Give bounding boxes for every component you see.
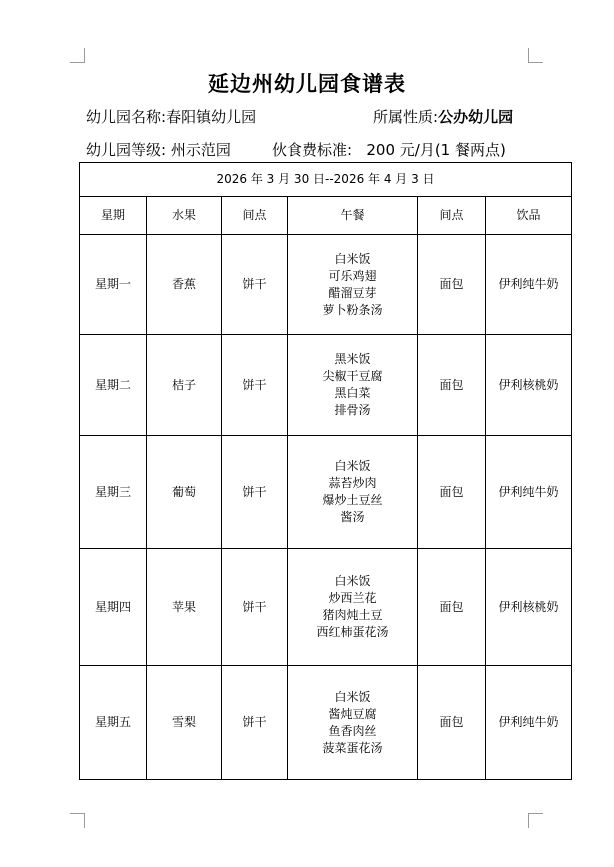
lunch-item: 萝卜粉条汤 — [322, 302, 383, 317]
crop-mark-top-right — [528, 48, 543, 63]
lunch-item: 菠菜蛋花汤 — [322, 740, 383, 755]
table-row — [80, 666, 572, 780]
fruit-cell: 香蕉 — [147, 235, 222, 335]
fee-label: 伙食费标准: — [272, 141, 353, 159]
nature-label: 所属性质: — [373, 108, 439, 126]
document-title: 延边州幼儿园食谱表 — [208, 71, 406, 96]
header-snack-afternoon: 间点 — [418, 197, 486, 235]
header-lunch: 午餐 — [288, 197, 418, 235]
lunch-item: 尖椒干豆腐 — [322, 369, 383, 383]
drink-cell: 伊利纯牛奶 — [486, 666, 572, 780]
lunch-item: 黑米饭 — [334, 352, 371, 366]
lunch-item: 蒜苔炒肉 — [328, 476, 377, 490]
lunch-item: 猪肉炖土豆 — [322, 608, 383, 622]
lunch-item: 可乐鸡翅 — [328, 268, 377, 283]
table-row — [80, 549, 572, 666]
lunch-item: 白米饭 — [334, 459, 371, 473]
snack-cell: 饼干 — [222, 549, 288, 666]
day-cell: 星期五 — [80, 666, 147, 780]
snack-cell: 面包 — [418, 436, 486, 549]
fruit-cell: 苹果 — [147, 549, 222, 666]
lunch-item: 爆炒土豆丝 — [322, 493, 383, 507]
crop-mark-bottom-right — [528, 813, 543, 828]
grade-line — [86, 139, 231, 160]
fruit-cell: 葡萄 — [147, 436, 222, 549]
grade-label: 幼儿园等级: — [86, 141, 167, 159]
lunch-cell — [288, 666, 418, 780]
lunch-item: 白米饭 — [334, 251, 371, 266]
snack-cell: 饼干 — [222, 335, 288, 436]
table-row — [80, 235, 572, 335]
weekly-menu-table — [79, 162, 572, 780]
lunch-cell — [288, 436, 418, 549]
lunch-cell — [288, 549, 418, 666]
kindergarten-name-line — [86, 106, 256, 127]
fruit-cell: 雪梨 — [147, 666, 222, 780]
header-drink: 饮品 — [486, 197, 572, 235]
lunch-item: 白米饭 — [334, 689, 371, 704]
lunch-item: 西红柿蛋花汤 — [316, 625, 389, 639]
snack-cell: 面包 — [418, 549, 486, 666]
lunch-cell — [288, 235, 418, 335]
snack-cell: 饼干 — [222, 436, 288, 549]
drink-cell: 伊利纯牛奶 — [486, 235, 572, 335]
date-range-row — [80, 163, 572, 197]
lunch-item: 酱汤 — [340, 510, 365, 524]
header-fruit: 水果 — [147, 197, 222, 235]
nature-line — [373, 106, 513, 127]
snack-cell: 面包 — [418, 666, 486, 780]
day-cell: 星期二 — [80, 335, 147, 436]
nature-value: 公办幼儿园 — [438, 108, 514, 126]
grade-value: 州示范园 — [170, 141, 231, 159]
crop-mark-top-left — [70, 48, 85, 63]
lunch-item: 酱炖豆腐 — [328, 706, 377, 721]
drink-cell: 伊利纯牛奶 — [486, 436, 572, 549]
lunch-item: 醋溜豆芽 — [328, 285, 377, 300]
day-cell: 星期三 — [80, 436, 147, 549]
date-range-cell: 2026 年 3 月 30 日--2026 年 4 月 3 日 — [80, 163, 572, 197]
snack-cell: 面包 — [418, 335, 486, 436]
lunch-item: 白米饭 — [334, 574, 371, 588]
snack-cell: 面包 — [418, 235, 486, 335]
drink-cell: 伊利核桃奶 — [486, 335, 572, 436]
lunch-item: 炒西兰花 — [328, 591, 377, 605]
fruit-cell: 桔子 — [147, 335, 222, 436]
kindergarten-name-label: 幼儿园名称: — [86, 108, 167, 126]
lunch-item: 黑白菜 — [334, 386, 371, 400]
header-row — [80, 197, 572, 235]
table-row — [80, 335, 572, 436]
snack-cell: 饼干 — [222, 235, 288, 335]
header-day: 星期 — [80, 197, 147, 235]
header-snack-morning: 间点 — [222, 197, 288, 235]
lunch-cell — [288, 335, 418, 436]
day-cell: 星期四 — [80, 549, 147, 666]
lunch-item: 鱼香肉丝 — [328, 723, 377, 738]
kindergarten-name-value: 春阳镇幼儿园 — [166, 108, 257, 126]
table-row — [80, 436, 572, 549]
crop-mark-bottom-left — [70, 813, 85, 828]
fee-value: 200 元/月(1 餐两点) — [366, 141, 506, 159]
day-cell: 星期一 — [80, 235, 147, 335]
drink-cell: 伊利核桃奶 — [486, 549, 572, 666]
lunch-item: 排骨汤 — [334, 403, 371, 417]
snack-cell: 饼干 — [222, 666, 288, 780]
fee-line — [272, 139, 506, 160]
